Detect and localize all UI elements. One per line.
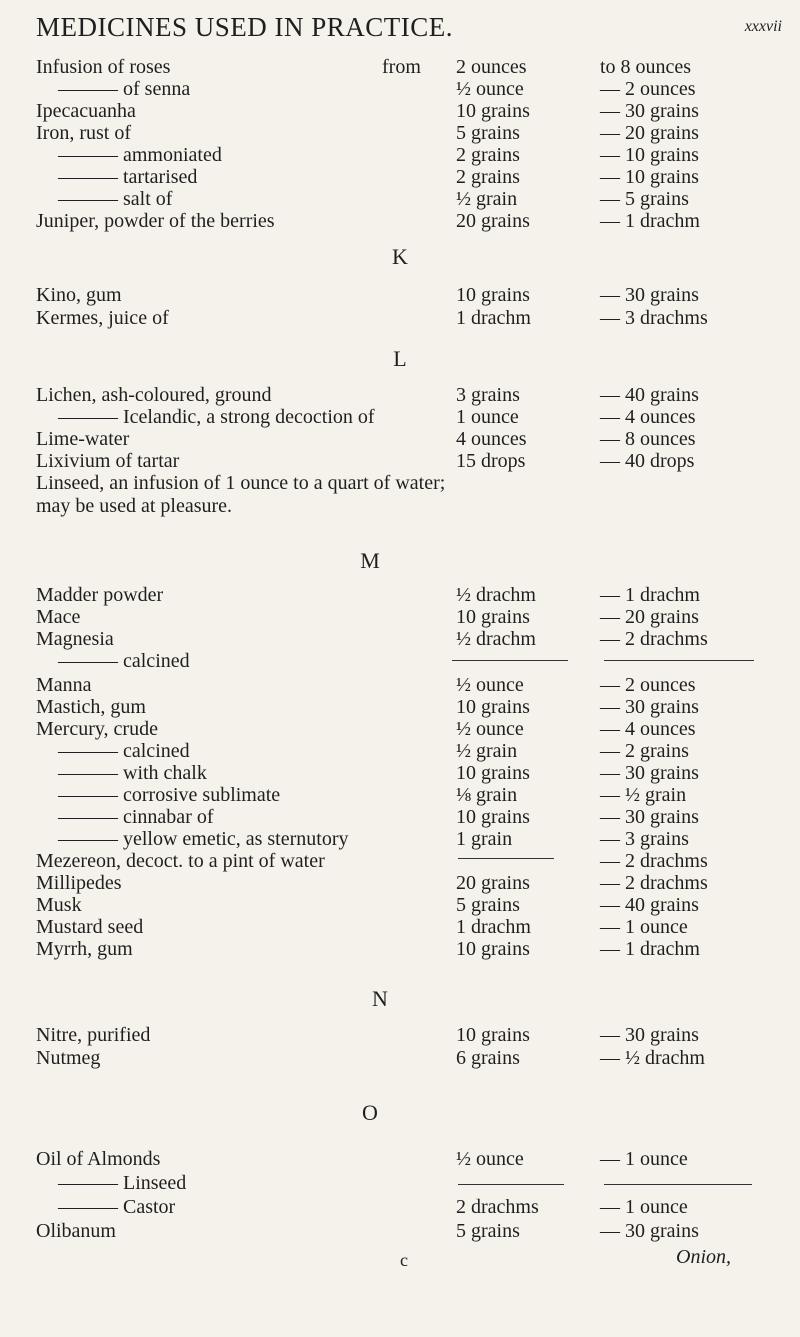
- divider: [604, 660, 754, 661]
- linseed-note: Linseed, an infusion of 1 ounce to a quart of water; may be used at pleasure.: [36, 472, 446, 517]
- list-item: ——— cinnabar of 10 grains — 30 grains: [58, 806, 699, 828]
- list-item: Magnesia ½ drachm — 2 drachms: [36, 628, 708, 650]
- list-item: ——— yellow emetic, as sternutory 1 grain — 3 grains: [58, 828, 689, 850]
- list-item: Mercury, crude ½ ounce — 4 ounces: [36, 718, 696, 740]
- page-title: MEDICINES USED IN PRACTICE.: [36, 12, 454, 42]
- list-item: Myrrh, gum 10 grains — 1 drachm: [36, 938, 700, 960]
- list-item: ——— with chalk 10 grains — 30 grains: [58, 762, 699, 784]
- section-letter-k: K: [392, 244, 408, 269]
- list-item: ——— tartarised 2 grains — 10 grains: [58, 166, 699, 188]
- list-item: ——— corrosive sublimate ⅛ grain — ½ grain: [58, 784, 687, 806]
- list-item: Millipedes 20 grains — 2 drachms: [36, 872, 708, 894]
- list-item: Infusion of roses from 2 ounces to 8 ounces: [36, 56, 692, 78]
- list-item: ——— ammoniated 2 grains — 10 grains: [58, 144, 699, 166]
- list-item: ——— calcined ½ grain — 2 grains: [58, 740, 689, 762]
- list-item: Juniper, powder of the berries 20 grains — 1 drachm: [36, 210, 700, 232]
- divider: [458, 858, 554, 859]
- list-item: Madder powder ½ drachm — 1 drachm: [36, 584, 700, 606]
- list-item: Olibanum 5 grains — 30 grains: [36, 1220, 699, 1242]
- list-item: Mustard seed 1 drachm — 1 ounce: [36, 916, 688, 938]
- page-number: xxxvii: [744, 18, 782, 35]
- list-item: Manna ½ ounce — 2 ounces: [36, 674, 696, 696]
- list-item: Ipecacuanha 10 grains — 30 grains: [36, 100, 699, 122]
- list-item: ——— calcined: [58, 650, 190, 672]
- section-letter-l: L: [393, 346, 407, 371]
- list-item: Kermes, juice of 1 drachm — 3 drachms: [36, 307, 708, 329]
- list-item: Lichen, ash-coloured, ground 3 grains — 40 grains: [36, 384, 699, 406]
- section-letter-o: O: [362, 1100, 378, 1125]
- catchword: Onion,: [676, 1246, 731, 1268]
- divider: [458, 1184, 564, 1185]
- divider: [452, 660, 568, 661]
- list-item: Lime-water 4 ounces — 8 ounces: [36, 428, 696, 450]
- list-item: Iron, rust of 5 grains — 20 grains: [36, 122, 699, 144]
- section-letter-m: M: [360, 548, 380, 573]
- running-head: [36, 12, 782, 46]
- list-item: Oil of Almonds ½ ounce — 1 ounce: [36, 1148, 688, 1170]
- list-item: Mace 10 grains — 20 grains: [36, 606, 699, 628]
- list-item: Lixivium of tartar 15 drops — 40 drops: [36, 450, 695, 472]
- list-item: Nutmeg 6 grains — ½ drachm: [36, 1047, 705, 1069]
- signature-mark: c: [400, 1250, 408, 1270]
- list-item: ——— Castor 2 drachms — 1 ounce: [58, 1196, 688, 1218]
- list-item: ——— salt of ½ grain — 5 grains: [58, 188, 689, 210]
- list-item: Mezereon, decoct. to a pint of water — 2 drachms: [36, 850, 708, 872]
- divider: [604, 1184, 752, 1185]
- list-item: ——— Icelandic, a strong decoction of 1 ounce — 4 ounces: [58, 406, 696, 428]
- list-item: ——— of senna ½ ounce — 2 ounces: [58, 78, 696, 100]
- section-letter-n: N: [372, 986, 388, 1011]
- list-item: Mastich, gum 10 grains — 30 grains: [36, 696, 699, 718]
- list-item: Musk 5 grains — 40 grains: [36, 894, 699, 916]
- list-item: Nitre, purified 10 grains — 30 grains: [36, 1024, 699, 1046]
- list-item: Kino, gum 10 grains — 30 grains: [36, 284, 699, 306]
- list-item: ——— Linseed: [58, 1172, 187, 1194]
